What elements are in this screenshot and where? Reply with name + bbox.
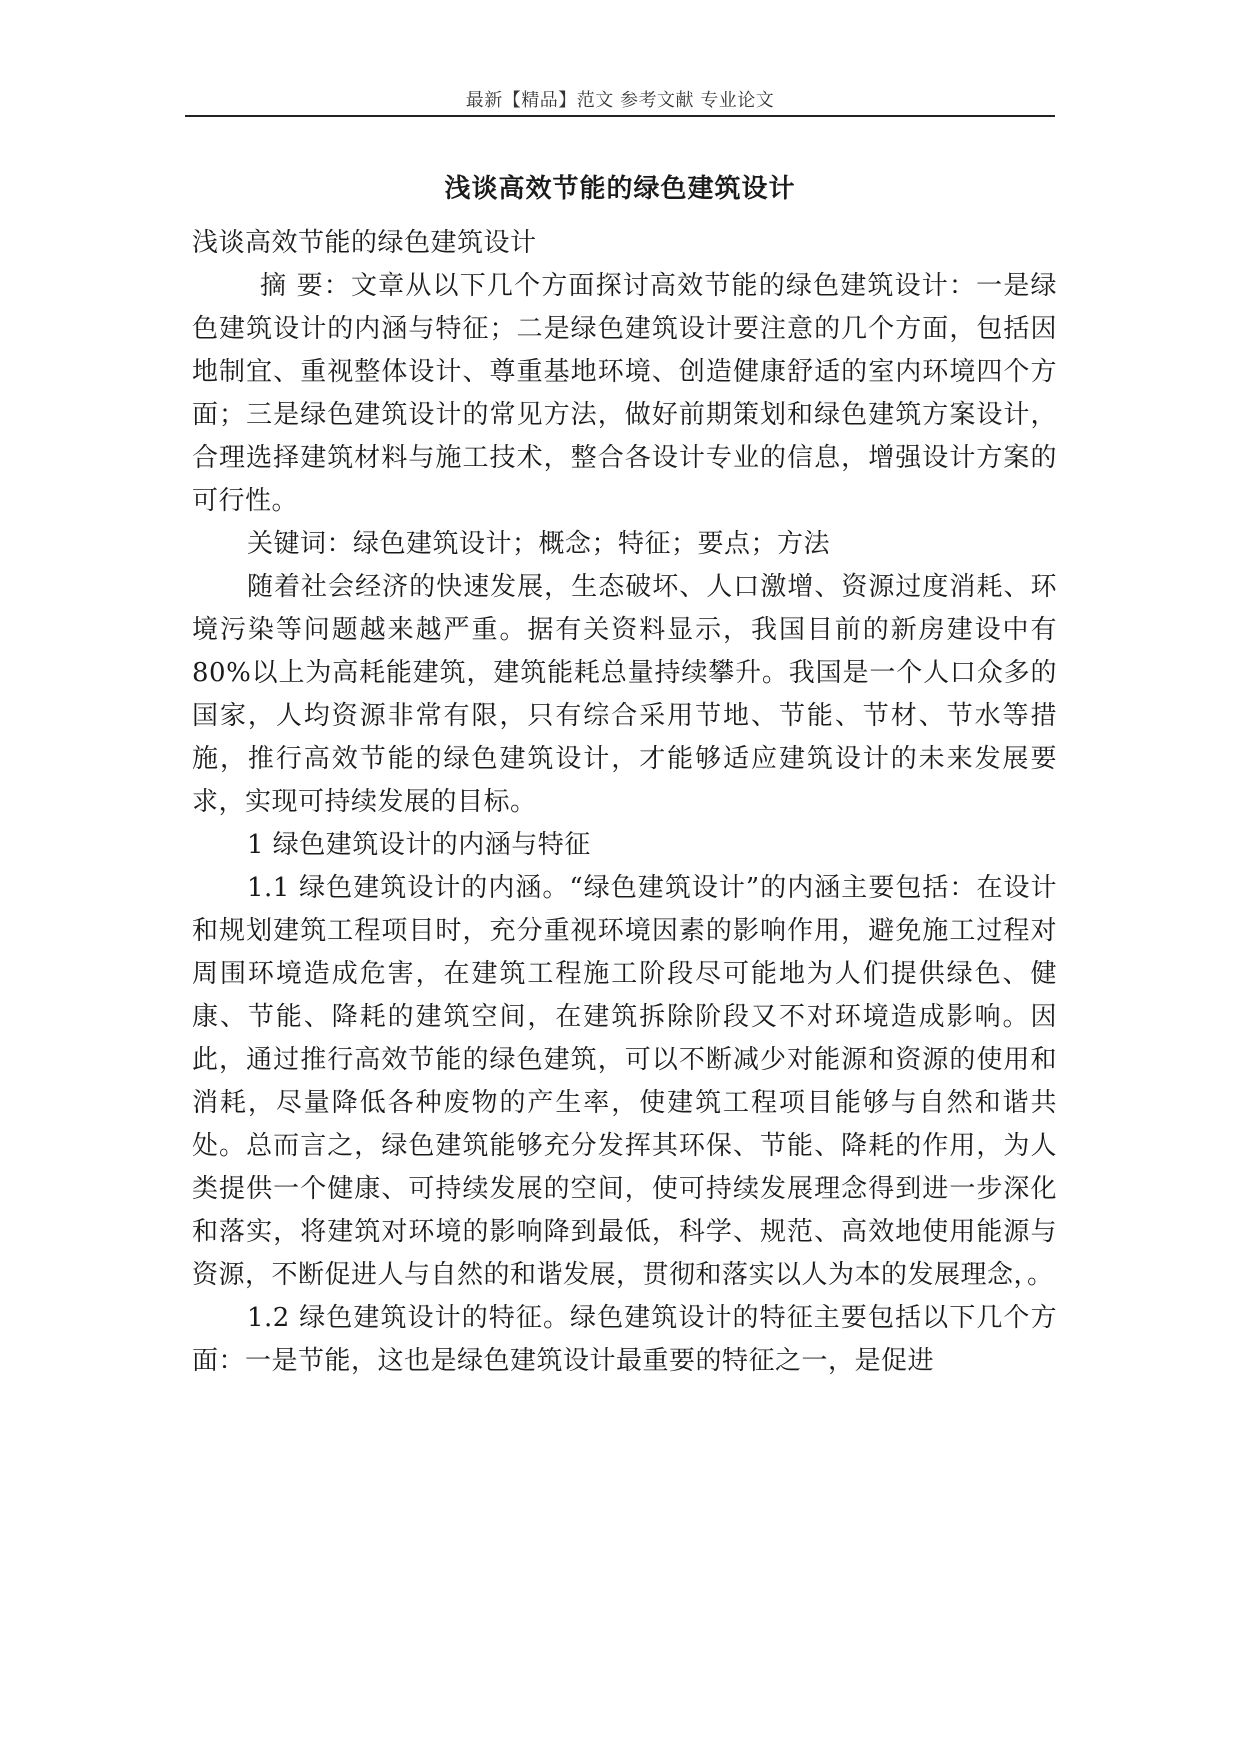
- section-1-heading: 1 绿色建筑设计的内涵与特征: [247, 830, 591, 860]
- document-title: 浅谈高效节能的绿色建筑设计: [444, 174, 796, 204]
- keywords-line: 关键词：绿色建筑设计；概念；特征；要点；方法: [247, 529, 831, 559]
- document-body: [192, 222, 1057, 1383]
- document-subtitle: 浅谈高效节能的绿色建筑设计: [192, 228, 537, 258]
- page-header: 最新【精品】范文 参考文献 专业论文: [465, 90, 775, 111]
- abstract-paragraph: 摘 要：文章从以下几个方面探讨高效节能的绿色建筑设计：一是绿色建筑设计的内涵与特征；二是绿色建筑设计要注意的几个方面，包括因地制宜、重视整体设计、尊重基地环境、创造健康舒适的室内环境四个方面；三是绿色建筑设计的常见方法，做好前期策划和绿色建筑方案设计，合理选择建筑材料与施工技术，整合各设计专业的信息，增强设计方案的可行性。: [192, 271, 1057, 516]
- section-1-1-paragraph: 1.1 绿色建筑设计的内涵。“绿色建筑设计”的内涵主要包括：在设计和规划建筑工程项目时，充分重视环境因素的影响作用，避免施工过程对周围环境造成危害，在建筑工程施工阶段尽可能地为人们提供绿色、健康、节能、降耗的建筑空间，在建筑拆除阶段又不对环境造成影响。因此，通过推行高效节能的绿色建筑，可以不断减少对能源和资源的使用和消耗，尽量降低各种废物的产生率，使建筑工程项目能够与自然和谐共处。总而言之，绿色建筑能够充分发挥其环保、节能、降耗的作用，为人类提供一个健康、可持续发展的空间，使可持续发展理念得到进一步深化和落实，将建筑对环境的影响降到最低，科学、规范、高效地使用能源与资源，不断促进人与自然的和谐发展，贯彻和落实以人为本的发展理念，。: [192, 873, 1057, 1290]
- header-divider: [185, 115, 1055, 117]
- section-1-2-paragraph: 1.2 绿色建筑设计的特征。绿色建筑设计的特征主要包括以下几个方面：一是节能，这也是绿色建筑设计最重要的特征之一，是促进: [192, 1303, 1057, 1376]
- intro-paragraph: 随着社会经济的快速发展，生态破坏、人口激增、资源过度消耗、环境污染等问题越来越严重。据有关资料显示，我国目前的新房建设中有80%以上为高耗能建筑，建筑能耗总量持续攀升。我国是一个人口众多的国家，人均资源非常有限，只有综合采用节地、节能、节材、节水等措施，推行高效节能的绿色建筑设计，才能够适应建筑设计的未来发展要求，实现可持续发展的目标。: [192, 572, 1057, 817]
